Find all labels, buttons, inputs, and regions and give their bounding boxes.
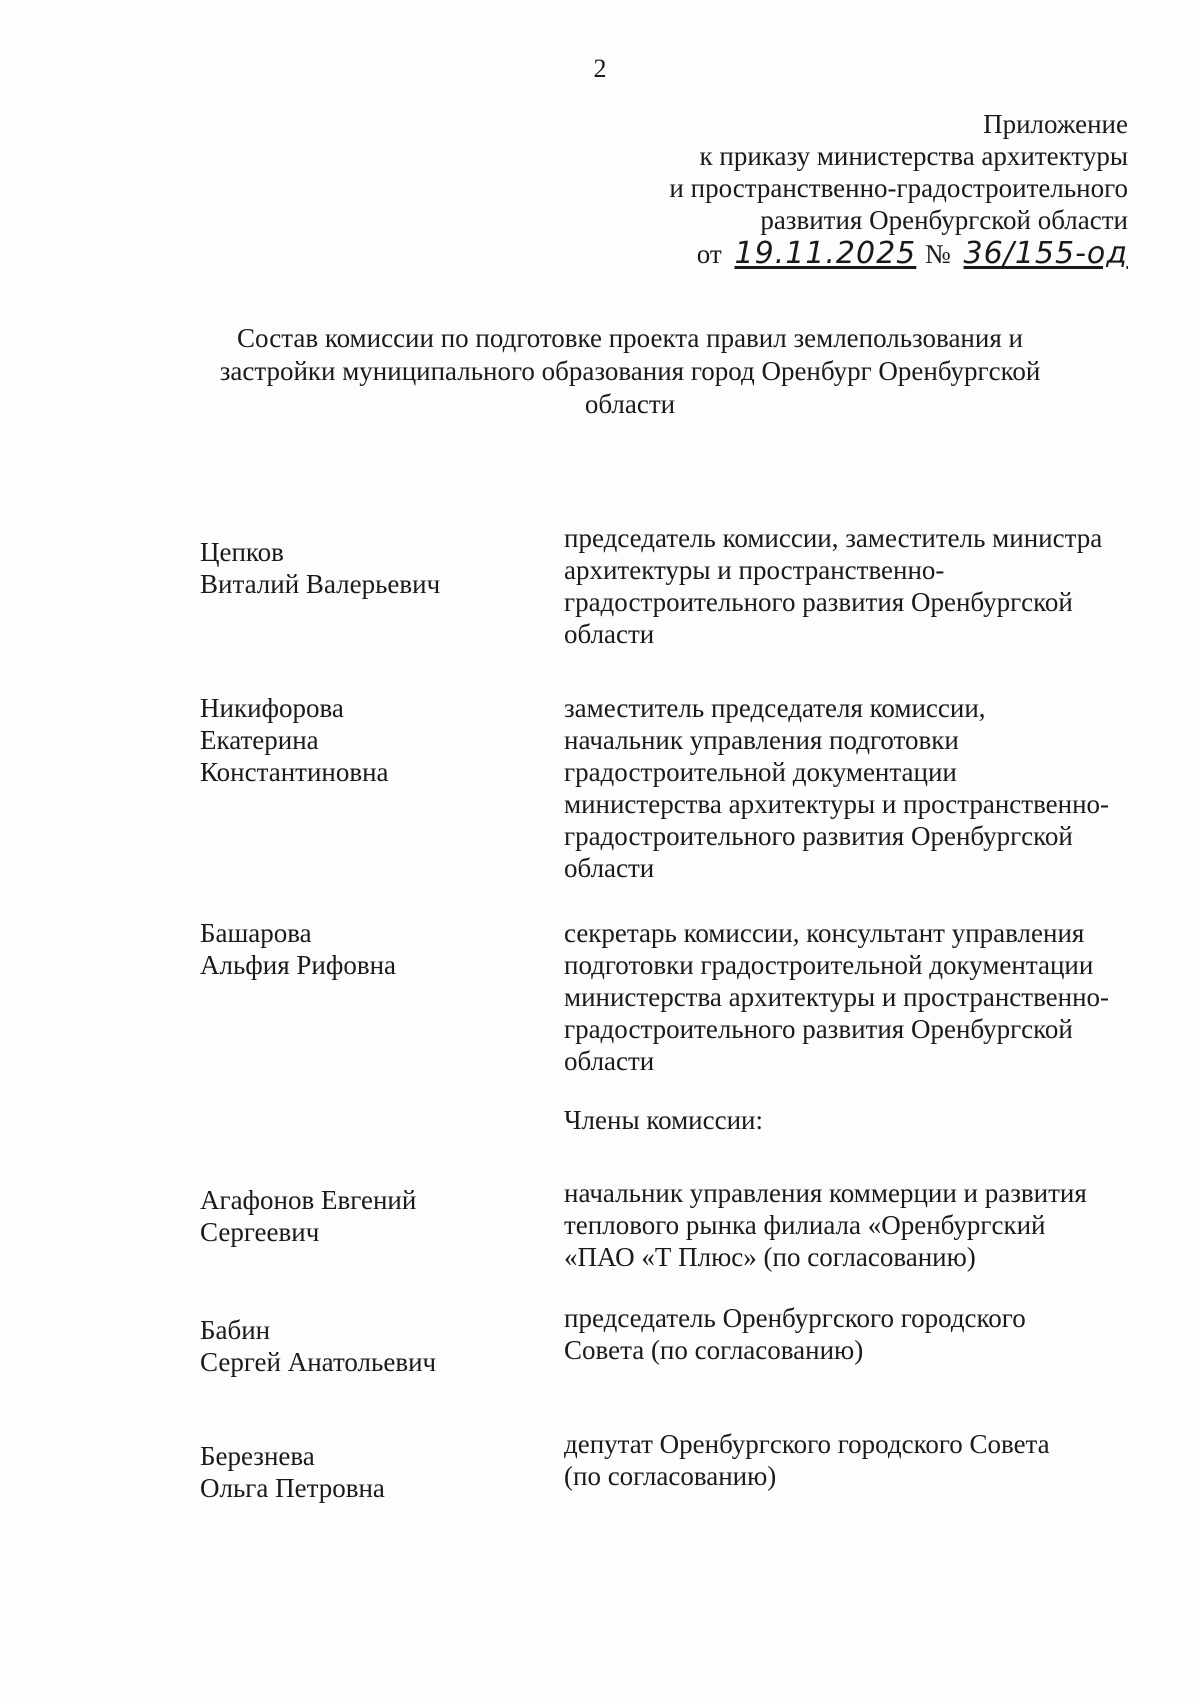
name-line: Альфия Рифовна <box>200 950 397 980</box>
name-line: Бабин <box>200 1315 271 1345</box>
name-line: Сергей Анатольевич <box>200 1347 437 1377</box>
role-line: (по согласованию) <box>564 1461 777 1491</box>
role-line: подготовки градостроительной документации <box>564 950 1094 980</box>
role-line: Совета (по согласованию) <box>564 1335 864 1365</box>
member-role <box>564 1428 1164 1492</box>
member-role <box>564 1177 1164 1273</box>
member-role <box>564 917 1164 1077</box>
number-label: № <box>925 239 951 269</box>
appendix-line: и пространственно-градостроительного <box>669 173 1128 203</box>
role-line: министерства архитектуры и пространственно- <box>564 789 1110 819</box>
role-line: секретарь комиссии, консультант управления <box>564 918 1085 948</box>
member-name <box>200 1440 540 1504</box>
appendix-line: развития Оренбургской области <box>760 205 1128 235</box>
order-date-line <box>568 238 1128 270</box>
role-line: министерства архитектуры и пространственно- <box>564 982 1110 1012</box>
member-role <box>564 692 1164 884</box>
name-line: Ольга Петровна <box>200 1473 385 1503</box>
name-line: Екатерина <box>200 725 319 755</box>
title-line: застройки муниципального образования город Оренбург Оренбургской <box>219 356 1041 386</box>
member-role <box>564 522 1164 650</box>
role-line: области <box>564 853 655 883</box>
page-number: 2 <box>593 54 607 83</box>
name-line: Цепков <box>200 537 284 567</box>
role-line: градостроительной документации <box>564 757 957 787</box>
member-name <box>200 1314 540 1378</box>
role-line: председатель комиссии, заместитель министра <box>564 523 1103 553</box>
role-line: области <box>564 619 655 649</box>
role-line: «ПАО «Т Плюс» (по согласованию) <box>564 1242 976 1272</box>
name-line: Виталий Валерьевич <box>200 569 441 599</box>
appendix-header <box>568 108 1128 270</box>
member-name <box>200 1184 540 1248</box>
title-line: области <box>584 389 676 419</box>
member-name <box>200 917 540 981</box>
role-line: градостроительного развития Оренбургской <box>564 1014 1073 1044</box>
title-line: Состав комиссии по подготовке проекта правил землепользования и <box>237 323 1023 353</box>
role-line: начальник управления подготовки <box>564 725 959 755</box>
role-line: градостроительного развития Оренбургской <box>564 821 1073 851</box>
from-label: от <box>696 239 722 269</box>
name-line: Агафонов Евгений <box>200 1185 417 1215</box>
role-line: председатель Оренбургского городского <box>564 1303 1026 1333</box>
role-line: депутат Оренбургского городского Совета <box>564 1429 1050 1459</box>
handwritten-date: 19.11.2025 <box>734 236 917 271</box>
appendix-line: к приказу министерства архитектуры <box>699 141 1128 171</box>
member-name <box>200 692 540 788</box>
members-heading: Члены комиссии: <box>564 1105 763 1135</box>
name-line: Сергеевич <box>200 1217 320 1247</box>
role-line: теплового рынка филиала «Оренбургский <box>564 1210 1046 1240</box>
role-line: области <box>564 1046 655 1076</box>
member-role <box>564 1302 1164 1366</box>
document-title <box>180 322 1080 421</box>
name-line: Константиновна <box>200 757 389 787</box>
handwritten-order-number: 36/155-од <box>963 236 1128 271</box>
name-line: Березнева <box>200 1441 315 1471</box>
member-name <box>200 536 540 600</box>
role-line: заместитель председателя комиссии, <box>564 693 986 723</box>
name-line: Никифорова <box>200 693 344 723</box>
name-line: Башарова <box>200 918 312 948</box>
appendix-line: Приложение <box>983 109 1128 139</box>
role-line: начальник управления коммерции и развития <box>564 1178 1087 1208</box>
role-line: градостроительного развития Оренбургской <box>564 587 1073 617</box>
role-line: архитектуры и пространственно- <box>564 555 945 585</box>
